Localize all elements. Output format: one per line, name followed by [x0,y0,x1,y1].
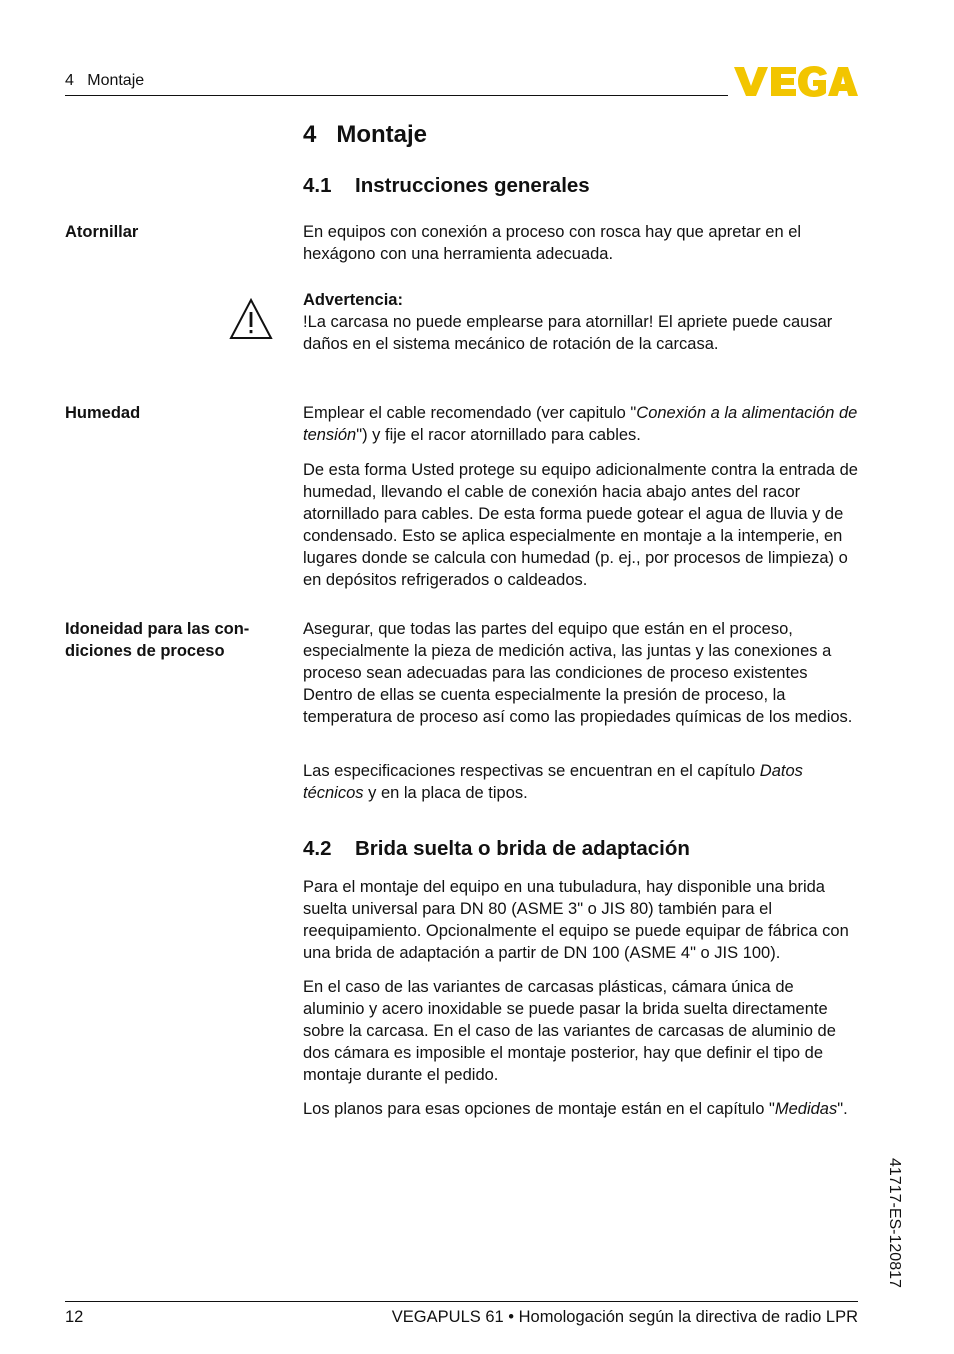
section-number: 4.1 [303,174,332,197]
footer-rule [65,1301,858,1302]
side-label-humedad: Humedad [65,404,141,422]
section-title: Instrucciones generales [355,174,590,197]
text-run: y en la placa de tipos. [363,784,528,802]
chapter-reference: Medidas [774,1100,838,1118]
warning-title: Advertencia: [303,291,403,309]
section-heading-4-1 [303,174,590,198]
chapter-reference: Datos técnicos [303,762,803,802]
paragraph-brida-2: En el caso de las variantes de carcasas plásticas, cámara única de aluminio y acero inoxidable se puede pasar la brida suelta directamente sobre la carcasa. En el caso de las variantes de carcasas de aluminio de dos cámara es imposible el montaje posterior, hay que definir el tipo de montaje durante el pedido. [303,978,836,1084]
text-run: Emplear el cable recomendado (ver capitulo " [303,404,637,422]
section-number: 4.2 [303,837,332,860]
paragraph-humedad-2: De esta forma Usted protege su equipo adicionalmente contra la entrada de humedad, llevando el cable de conexión hacia abajo antes del racor atornillado para cables. De esta forma puede gotear el agua de lluvia y de condensado. Esto se aplica especialmente en montaje a la intemperie, en lugares donde se calcula con humedad (p. ej., por procesos de limpieza) o en depósitos refrigerados o caldeados. [303,461,858,589]
vega-logo [734,64,858,98]
chapter-title: 4 Montaje [303,121,428,148]
side-label-atornillar: Atornillar [65,223,139,241]
paragraph-idoneidad-2 [303,760,859,804]
section-title: Brida suelta o brida de adaptación [355,837,690,860]
running-header: 4 Montaje [65,72,145,89]
text-run: ". [837,1100,848,1118]
document-number: 41717-ES-120817 [886,1158,903,1288]
paragraph-brida-1: Para el montaje del equipo en una tubuladura, hay disponible una brida suelta universal para DN 80 (ASME 3" o JIS 80) también para el reequipamiento. Opcionalmente el equipo se puede equipar de fábrica con una brida de adaptación a partir de DN 100 (ASME 4" o JIS 100). [303,878,849,962]
paragraph-brida-3 [303,1098,859,1120]
chapter-reference: Conexión a la alimentación de tensión [303,404,858,444]
text-run: Las especificaciones respectivas se encuentran en el capítulo [303,762,760,780]
paragraph-humedad-1 [303,402,859,446]
paragraph-idoneidad-1: Asegurar, que todas las partes del equipo que están en el proceso, especialmente la pieza de medición activa, las juntas y las conexiones a proceso sean adecuadas para las condiciones de proceso existentes Dentro de ellas se cuenta especialmente la presión de proceso, la temperatura de proceso así como las propiedades químicas de los medios. [303,620,853,726]
text-run: Los planos para esas opciones de montaje están en el capítulo " [303,1100,775,1118]
warning-icon [229,298,273,340]
side-label-idoneidad: Idoneidad para las con-diciones de proceso [65,620,250,660]
warning-block [303,289,859,355]
warning-text: !La carcasa no puede emplearse para atornillar! El apriete puede causar daños en el sistema mecánico de rotación de la carcasa. [303,313,833,353]
footer-title: VEGAPULS 61 • Homologación según la directiva de radio LPR [391,1308,858,1326]
paragraph-atornillar: En equipos con conexión a proceso con rosca hay que apretar en el hexágono con una herramienta adecuada. [303,223,802,263]
vega-logo-graphic [734,64,858,98]
header-rule [65,95,728,96]
section-heading-4-2 [303,837,690,861]
text-run: ") y fije el racor atornillado para cables. [356,426,641,444]
page-number: 12 [65,1308,84,1326]
